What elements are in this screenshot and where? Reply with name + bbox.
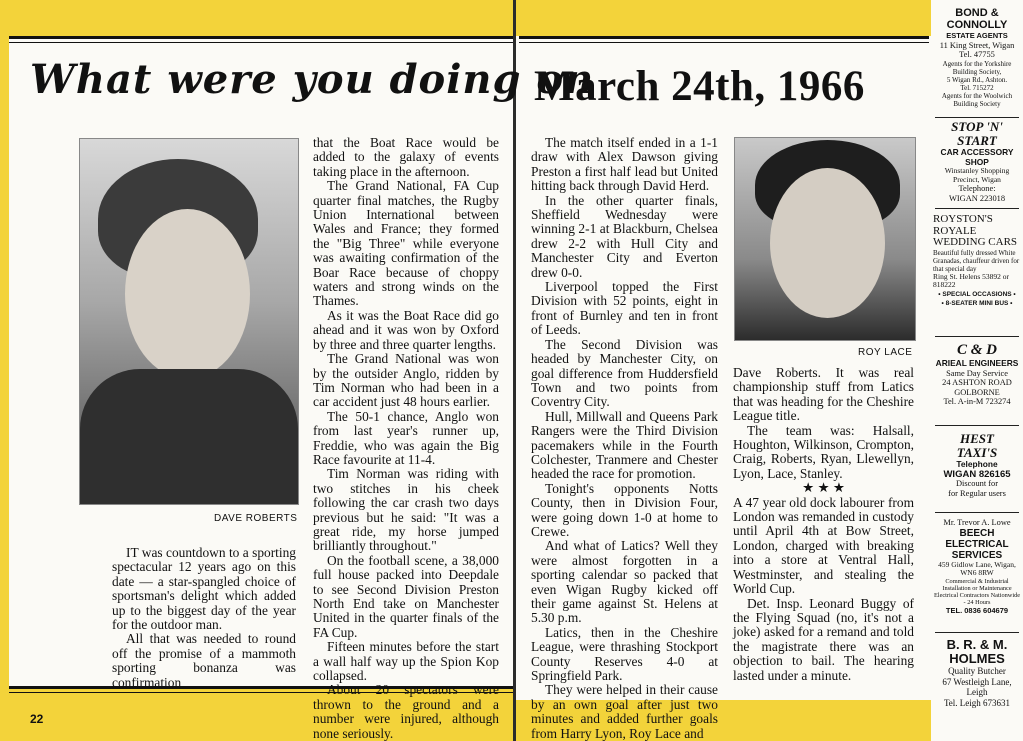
ad-text: Discount for [955,479,999,489]
ad-name: BOND & [955,7,999,19]
paragraph: The Grand National was won by the outsider Anglo, ridden by Tim Norman who had been in a car accident just 48 hours earlier. [313,351,499,410]
ad-phone: WIGAN 826165 [943,468,1011,480]
caption-dave-roberts: DAVE ROBERTS [214,513,298,524]
ad-separator [935,425,1019,426]
paragraph: The Grand National, FA Cup quarter final matches, the Rugby Union International between Wales and France; they formed the "Big Three" while everyone was awaiting confirmation of the Boar Race because of choppy waters and strong winds on the Thames. [313,178,499,309]
paragraph: On the football scene, a 38,000 full house packed into Deepdale to see Second Division Preston North End take on Manchester United in the quarter finals of the FA Cup. [313,552,499,640]
ad-bond-connolly [933,7,1021,108]
paragraph: Det. Insp. Leonard Buggy of the Flying Squad (no, it's not a joke) asked for a remand and told the magistrate there was an objection to bail. The hearing lasted under a minute. [733,595,914,683]
ad-text: Tel. 715272 [960,83,994,92]
ad-text: • 8-SEATER MINI BUS • [941,300,1013,308]
headline-left: What were you doing on [30,56,595,103]
ad-text: Quality Butcher [948,666,1006,676]
page-number: 22 [30,712,44,726]
ad-address: Winstanley Shopping Precinct, Wigan [944,166,1010,184]
section-divider-stars: ★ ★ ★ [802,480,845,496]
ad-name: C & D [956,342,997,358]
ad-separator [935,632,1019,633]
ad-separator [935,208,1019,209]
ad-address: 459 Gidlow Lane, Wigan, WN6 8RW [938,559,1016,578]
ad-phone: Tel. A-in-M 723274 [943,397,1011,407]
ad-text: Commercial & Industrial Installation or Maintenance Electrical Contractors Nationwide - 24 Hours [933,577,1021,606]
ad-text: 5 Wigan Rd., Ashton. [946,75,1008,84]
top-rule-right-thin [519,42,929,43]
ad-phone-label: Telephone: [958,184,996,194]
roy-lace-photo [734,137,916,341]
top-rule-left-thin [9,42,513,43]
paragraph: Hull, Millwall and Queens Park Rangers were the Third Division pacemakers while in the Fourth Colchester, Tranmere and Chester headed the race for promotion. [531,408,718,482]
paragraph: IT was countdown to a sporting spectacular 12 years ago on this date — a star-spangled choice of sportsman's delight which added up to the biggest day of the year for the outdoor man. [112,545,296,633]
top-rule-left [9,36,513,39]
paragraph: Tim Norman was riding with two stitches in his cheek following the car crash two days previous but he said: "It was a great ride, my horse jumped brilliantly throughout." [313,466,499,554]
paragraph: The 50-1 chance, Anglo won from last year's runner up, Freddie, who was again the Big Race favourite at 11-4. [313,408,499,467]
ad-text: Mr. Trevor A. Lowe [943,518,1011,527]
paragraph: And what of Latics? Well they were almost forgotten in a sporting calendar so packed that even Wigan Rugby kicked off their game against St. Helens at 5.30 p.m. [531,538,718,626]
ad-subtitle: ESTATE AGENTS [946,31,1008,40]
ad-name: TAXI'S [956,445,998,460]
dave-roberts-photo [79,138,299,505]
ad-name: BEECH ELECTRICAL SERVICES [945,527,1009,561]
ad-phone-label: Telephone [956,459,998,469]
article-column-3 [531,136,718,741]
ad-name: HEST [960,431,994,446]
ad-name: B. R. & M. [946,637,1008,652]
ad-text: • SPECIAL OCCASIONS • [938,290,1016,298]
headline-right: March 24th, 1966 [534,63,865,110]
ad-stop-n-start [933,120,1021,203]
ad-address: 67 Westleigh Lane, [942,676,1012,687]
ad-name: STOP 'N' [951,119,1003,134]
ad-beech-electrical [933,518,1021,615]
ad-name: CONNOLLY [946,19,1008,31]
ad-phone: Ring St. Helens 53892 or 818222 [933,271,1010,289]
ad-text: for Regular users [948,488,1006,498]
ad-text: Same Day Service [946,368,1008,378]
ad-separator [935,336,1019,337]
paragraph: All that was needed to round off the promise of a mammoth sporting bonanza was confirmation [112,631,296,690]
paragraph: Fifteen minutes before the start a wall half way up the Spion Kop collapsed. [313,639,499,684]
paragraph: The team was: Halsall, Houghton, Wilkinson, Crompton, Craig, Roberts, Ryan, Llewellyn, Lyon, Lace, Stanley. [733,422,914,481]
ad-separator [935,117,1019,118]
ad-hest-taxis [933,432,1021,498]
ad-text: Beautiful fully dressed White Granadas, chauffeur driven for that special day [933,248,1020,273]
ad-subtitle: CAR ACCESSORY SHOP [940,147,1014,167]
ad-address: GOLBORNE [954,387,1000,397]
caption-roy-lace: ROY LACE [858,347,913,358]
ad-roystons [933,214,1021,309]
ad-phone: Tel. 47755 [959,50,995,60]
paragraph: Latics, then in the Cheshire League, were thrashing Stockport County Reserves 4-0 at Springfield Park. [531,624,718,684]
paragraph: that the Boat Race would be added to the galaxy of events taking place in the afternoon. [313,135,499,179]
paragraph: As it was the Boat Race did go ahead and it was won by Oxford by three and three quarter lengths. [313,307,499,352]
paragraph: Tonight's opponents Notts County, then in Division Four, were going down 1-0 at home to Crewe. [531,480,718,539]
article-column-2 [313,136,499,741]
ad-phone: TEL. 0836 604679 [945,605,1009,615]
ad-br-m-holmes [933,638,1021,708]
paragraph: Dave Roberts. It was real championship stuff from Latics that was heading for the Cheshire League title. [733,365,914,424]
ad-phone: Tel. Leigh 673631 [943,697,1011,708]
ad-address: Leigh [966,687,988,697]
ad-c-and-d [933,342,1021,407]
top-rule-right [519,36,929,39]
paragraph: In the other quarter finals, Sheffield Wednesday were winning 2-1 at Blackburn, Chelsea drew 2-2 with Hull City and Manchester City and Everton drew 0-0. [531,192,718,280]
ad-address: 24 ASHTON ROAD [942,378,1012,388]
paragraph: The match itself ended in a 1-1 draw with Alex Dawson giving Preston a first half lead but United hitting back through David Herd. [531,135,718,194]
ad-name: START [957,133,997,148]
paragraph: They were helped in their cause by an own goal after just two minutes and added further goals from Harry Lyon, Roy Lace and [531,682,718,741]
ad-subtitle: ARIEAL ENGINEERS [935,358,1019,368]
ad-phone: WIGAN 223018 [948,193,1006,203]
ad-name: HOLMES [949,651,1005,666]
ad-address: 11 King Street, Wigan [939,40,1015,50]
paragraph: The Second Division was headed by Manchester City, on goal difference from Huddersfield Town and two points from Coventry City. [531,336,718,410]
advert-sidebar [931,0,1023,741]
ad-text: Agents for the Yorkshire Building Society, [942,59,1012,76]
article-column-4 [733,366,914,683]
paragraph: About 20 spectators were thrown to the ground and a number were injured, although none seriously. [313,682,499,741]
paragraph: Liverpool topped the First Division with 52 points, eight in front of Burnley and ten in front of Leeds. [531,279,718,338]
ad-text: Agents for the Woolwich Building Society [941,91,1013,108]
article-column-1 [112,546,296,690]
paragraph: A 47 year old dock labourer from London was remanded in custody until April 4th at Bow Street, London, charged with breaking into a store at Ventral Hall, Westminster, and stealing the World Cup. [733,494,914,597]
ad-separator [935,512,1019,513]
ad-name: ROYSTON'S ROYALE WEDDING CARS [933,213,1018,248]
